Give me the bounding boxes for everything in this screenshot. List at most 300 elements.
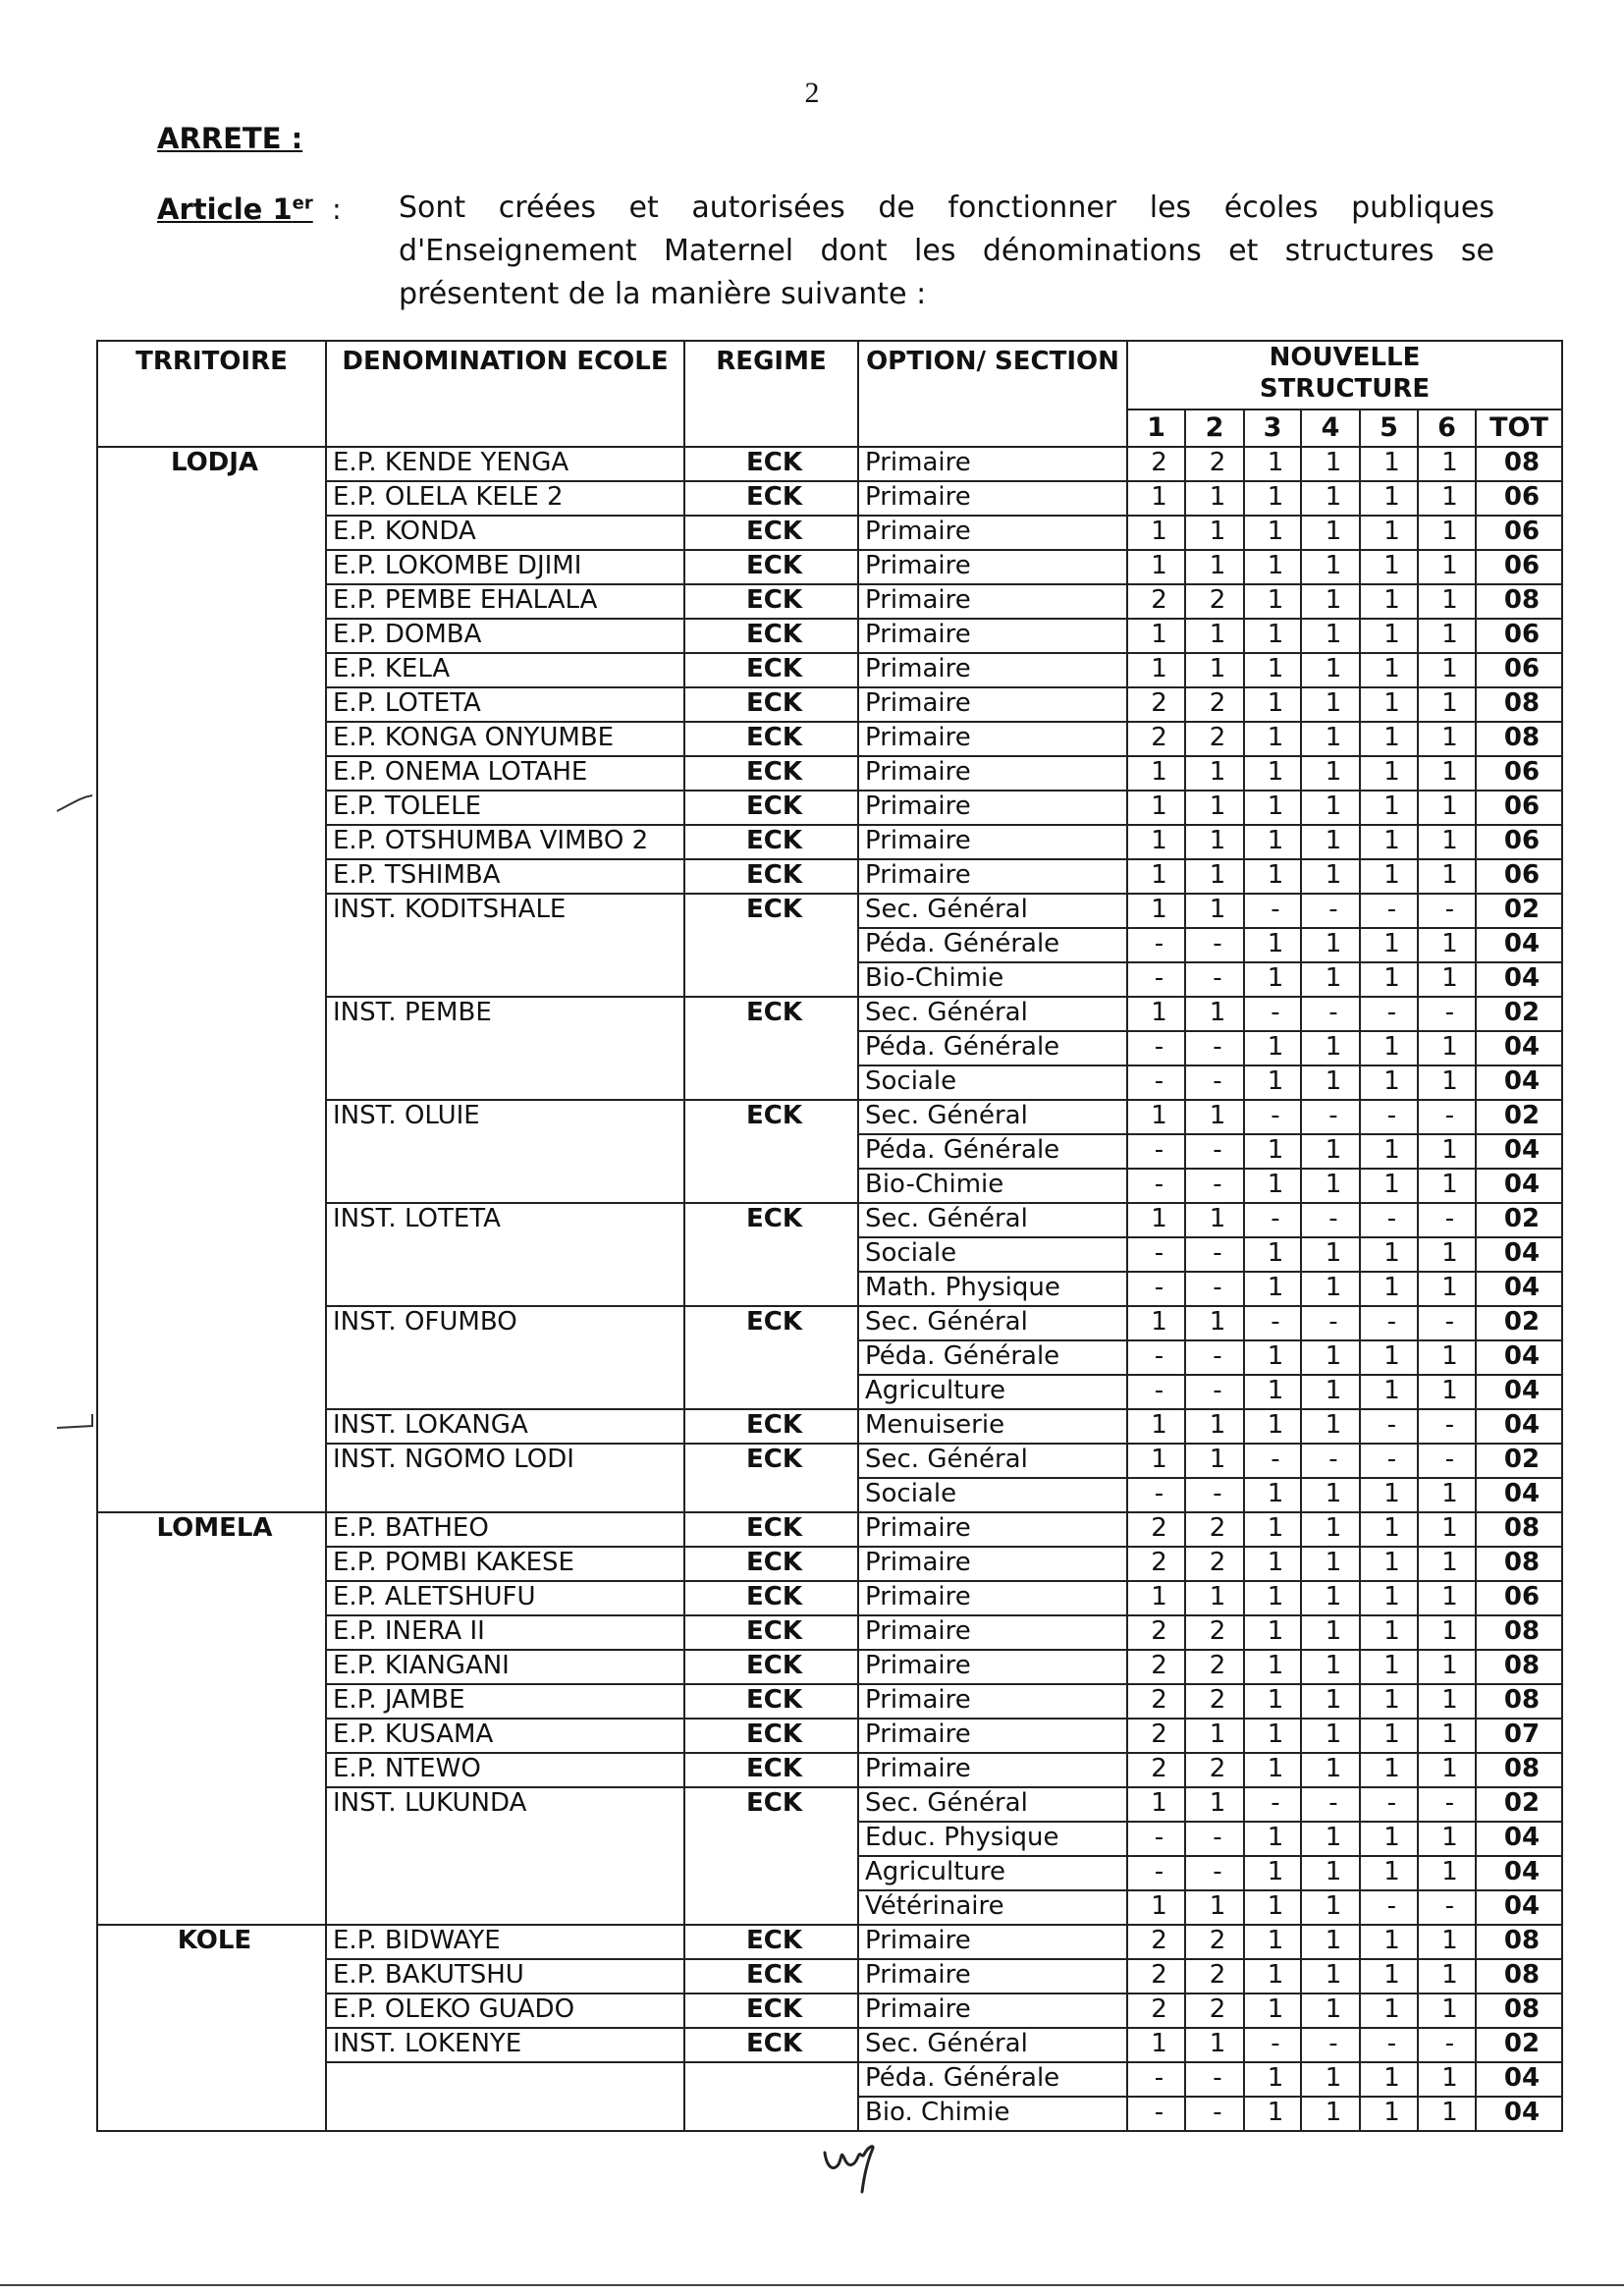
year-4-cell: 1 (1301, 1753, 1360, 1787)
year-5-cell: 1 (1360, 653, 1418, 687)
year-6-cell: 1 (1418, 1719, 1476, 1753)
year-1-cell: 1 (1127, 1100, 1185, 1134)
year-3-cell: 1 (1244, 2097, 1301, 2131)
year-1-cell: - (1127, 1272, 1185, 1306)
header-tot: TOT (1476, 410, 1562, 447)
total-cell: 04 (1476, 1478, 1562, 1512)
regime-cell: ECK (684, 756, 858, 791)
year-1-cell: 1 (1127, 1444, 1185, 1478)
total-cell: 04 (1476, 1237, 1562, 1272)
year-4-cell: 1 (1301, 584, 1360, 619)
year-2-cell: 1 (1185, 997, 1244, 1031)
total-cell: 04 (1476, 1169, 1562, 1203)
school-name-cell: E.P. LOKOMBE DJIMI (326, 550, 684, 584)
regime-cell: ECK (684, 825, 858, 859)
regime-cell: ECK (684, 1684, 858, 1719)
year-5-cell: 1 (1360, 1615, 1418, 1650)
year-6-cell: 1 (1418, 1684, 1476, 1719)
year-4-cell: 1 (1301, 1684, 1360, 1719)
year-4-cell: 1 (1301, 2097, 1360, 2131)
total-cell: 06 (1476, 550, 1562, 584)
regime-cell: ECK (684, 997, 858, 1100)
total-cell: 04 (1476, 1890, 1562, 1925)
year-3-cell: 1 (1244, 1512, 1301, 1547)
school-name-cell: E.P. KIANGANI (326, 1650, 684, 1684)
year-3-cell: 1 (1244, 1822, 1301, 1856)
option-cell: Primaire (858, 1581, 1127, 1615)
year-4-cell: 1 (1301, 825, 1360, 859)
option-cell: Bio. Chimie (858, 2097, 1127, 2131)
school-name-cell: INST. LOKENYE (326, 2028, 684, 2062)
year-5-cell: - (1360, 2028, 1418, 2062)
regime-cell: ECK (684, 1203, 858, 1306)
regime-cell: ECK (684, 1719, 858, 1753)
year-2-cell: - (1185, 2062, 1244, 2097)
school-name-cell: E.P. KUSAMA (326, 1719, 684, 1753)
year-5-cell: 1 (1360, 1581, 1418, 1615)
year-6-cell: - (1418, 1306, 1476, 1340)
year-6-cell: - (1418, 1100, 1476, 1134)
year-5-cell: 1 (1360, 1031, 1418, 1065)
year-5-cell: 1 (1360, 687, 1418, 722)
year-4-cell: 1 (1301, 653, 1360, 687)
regime-cell: ECK (684, 1100, 858, 1203)
school-name-cell: E.P. ONEMA LOTAHE (326, 756, 684, 791)
year-6-cell: 1 (1418, 1478, 1476, 1512)
year-5-cell: - (1360, 1444, 1418, 1478)
year-6-cell: 1 (1418, 2097, 1476, 2131)
year-1-cell: - (1127, 1237, 1185, 1272)
year-1-cell: - (1127, 962, 1185, 997)
school-name-cell: E.P. TSHIMBA (326, 859, 684, 894)
year-2-cell: 1 (1185, 1203, 1244, 1237)
year-1-cell: - (1127, 1134, 1185, 1169)
school-name-cell: E.P. PEMBE EHALALA (326, 584, 684, 619)
year-2-cell: 2 (1185, 1753, 1244, 1787)
year-1-cell: - (1127, 1169, 1185, 1203)
school-name-cell: E.P. KENDE YENGA (326, 447, 684, 481)
year-2-cell: - (1185, 1822, 1244, 1856)
year-2-cell: 1 (1185, 1787, 1244, 1822)
year-6-cell: 1 (1418, 928, 1476, 962)
regime-cell: ECK (684, 2028, 858, 2062)
year-6-cell: 1 (1418, 1169, 1476, 1203)
year-3-cell: 1 (1244, 756, 1301, 791)
year-3-cell: - (1244, 894, 1301, 928)
year-1-cell: 1 (1127, 825, 1185, 859)
year-6-cell: 1 (1418, 1994, 1476, 2028)
total-cell: 08 (1476, 1615, 1562, 1650)
year-3-cell: 1 (1244, 722, 1301, 756)
regime-cell: ECK (684, 1512, 858, 1547)
year-1-cell: 1 (1127, 550, 1185, 584)
year-3-cell: 1 (1244, 1684, 1301, 1719)
year-6-cell: - (1418, 997, 1476, 1031)
total-cell: 04 (1476, 1272, 1562, 1306)
header-year-1: 1 (1127, 410, 1185, 447)
header-year-4: 4 (1301, 410, 1360, 447)
year-5-cell: 1 (1360, 962, 1418, 997)
year-3-cell: 1 (1244, 653, 1301, 687)
year-4-cell: 1 (1301, 1134, 1360, 1169)
handwritten-initials-signature (819, 2137, 888, 2196)
year-2-cell: 1 (1185, 516, 1244, 550)
year-6-cell: - (1418, 1409, 1476, 1444)
year-2-cell: - (1185, 1065, 1244, 1100)
year-1-cell: 1 (1127, 1203, 1185, 1237)
year-4-cell: 1 (1301, 1272, 1360, 1306)
year-5-cell: 1 (1360, 1994, 1418, 2028)
year-1-cell: 2 (1127, 1753, 1185, 1787)
option-cell: Primaire (858, 584, 1127, 619)
year-4-cell: 1 (1301, 1994, 1360, 2028)
year-2-cell: 1 (1185, 481, 1244, 516)
table-row (97, 1925, 1562, 1959)
year-6-cell: 1 (1418, 1512, 1476, 1547)
school-name-cell: INST. NGOMO LODI (326, 1444, 684, 1512)
year-5-cell: 1 (1360, 825, 1418, 859)
regime-cell: ECK (684, 1787, 858, 1925)
year-2-cell: 1 (1185, 1890, 1244, 1925)
year-5-cell: 1 (1360, 791, 1418, 825)
school-name-cell: INST. LOKANGA (326, 1409, 684, 1444)
school-name-cell: E.P. KONGA ONYUMBE (326, 722, 684, 756)
year-5-cell: 1 (1360, 1753, 1418, 1787)
year-6-cell: 1 (1418, 1753, 1476, 1787)
year-1-cell: 2 (1127, 1994, 1185, 2028)
year-2-cell: - (1185, 962, 1244, 997)
bottom-rule (0, 2284, 1624, 2286)
total-cell: 08 (1476, 1925, 1562, 1959)
article-superscript: er (292, 192, 313, 214)
total-cell: 06 (1476, 653, 1562, 687)
total-cell: 02 (1476, 1203, 1562, 1237)
year-3-cell: 1 (1244, 1615, 1301, 1650)
year-6-cell: 1 (1418, 481, 1476, 516)
year-5-cell: 1 (1360, 1375, 1418, 1409)
year-3-cell: 1 (1244, 1169, 1301, 1203)
year-3-cell: 1 (1244, 584, 1301, 619)
year-2-cell: - (1185, 1375, 1244, 1409)
year-3-cell: 1 (1244, 1890, 1301, 1925)
year-3-cell: 1 (1244, 928, 1301, 962)
total-cell: 06 (1476, 825, 1562, 859)
year-2-cell: 2 (1185, 1994, 1244, 2028)
year-6-cell: 1 (1418, 1237, 1476, 1272)
year-5-cell: 1 (1360, 756, 1418, 791)
year-6-cell: 1 (1418, 825, 1476, 859)
option-cell: Sec. Général (858, 894, 1127, 928)
year-1-cell: 2 (1127, 1959, 1185, 1994)
option-cell: Péda. Générale (858, 2062, 1127, 2097)
year-1-cell: 2 (1127, 1719, 1185, 1753)
year-1-cell: 1 (1127, 1409, 1185, 1444)
year-3-cell: 1 (1244, 687, 1301, 722)
total-cell: 02 (1476, 2028, 1562, 2062)
option-cell: Primaire (858, 653, 1127, 687)
year-1-cell: 1 (1127, 859, 1185, 894)
option-cell: Vétérinaire (858, 1890, 1127, 1925)
regime-cell: ECK (684, 687, 858, 722)
year-5-cell: 1 (1360, 1169, 1418, 1203)
school-name-cell: INST. OLUIE (326, 1100, 684, 1203)
option-cell: Sec. Général (858, 1444, 1127, 1478)
year-3-cell: 1 (1244, 1272, 1301, 1306)
option-cell: Agriculture (858, 1856, 1127, 1890)
territory-cell: KOLE (97, 1925, 326, 2131)
year-6-cell: - (1418, 894, 1476, 928)
year-6-cell: 1 (1418, 859, 1476, 894)
year-6-cell: 1 (1418, 722, 1476, 756)
option-cell: Sociale (858, 1237, 1127, 1272)
year-1-cell: 1 (1127, 653, 1185, 687)
total-cell: 08 (1476, 722, 1562, 756)
year-5-cell: 1 (1360, 1272, 1418, 1306)
year-5-cell: 1 (1360, 584, 1418, 619)
year-5-cell: 1 (1360, 928, 1418, 962)
year-5-cell: 1 (1360, 1237, 1418, 1272)
school-name-cell: INST. KODITSHALE (326, 894, 684, 997)
regime-cell: ECK (684, 1581, 858, 1615)
header-option: OPTION/ SECTION (858, 341, 1127, 447)
total-cell: 04 (1476, 1856, 1562, 1890)
year-6-cell: 1 (1418, 1375, 1476, 1409)
table-row (97, 1512, 1562, 1547)
year-4-cell: 1 (1301, 481, 1360, 516)
total-cell: 04 (1476, 2097, 1562, 2131)
total-cell: 02 (1476, 1306, 1562, 1340)
year-1-cell: - (1127, 928, 1185, 962)
year-1-cell: - (1127, 1478, 1185, 1512)
option-cell: Primaire (858, 722, 1127, 756)
territory-cell: LODJA (97, 447, 326, 1512)
option-cell: Primaire (858, 825, 1127, 859)
school-name-cell: E.P. JAMBE (326, 1684, 684, 1719)
year-3-cell: - (1244, 1787, 1301, 1822)
year-3-cell: 1 (1244, 1753, 1301, 1787)
year-2-cell: 2 (1185, 584, 1244, 619)
year-6-cell: - (1418, 1444, 1476, 1478)
school-name-cell: E.P. NTEWO (326, 1753, 684, 1787)
option-cell: Sec. Général (858, 1203, 1127, 1237)
year-5-cell: 1 (1360, 859, 1418, 894)
total-cell: 02 (1476, 894, 1562, 928)
year-5-cell: 1 (1360, 1856, 1418, 1890)
year-3-cell: 1 (1244, 1340, 1301, 1375)
year-3-cell: 1 (1244, 1065, 1301, 1100)
year-4-cell: 1 (1301, 1615, 1360, 1650)
year-2-cell: 1 (1185, 894, 1244, 928)
year-2-cell: 2 (1185, 1925, 1244, 1959)
year-6-cell: 1 (1418, 1650, 1476, 1684)
year-3-cell: 1 (1244, 1650, 1301, 1684)
total-cell: 04 (1476, 1065, 1562, 1100)
year-2-cell: 2 (1185, 1959, 1244, 1994)
year-4-cell: 1 (1301, 516, 1360, 550)
total-cell: 04 (1476, 962, 1562, 997)
year-6-cell: 1 (1418, 516, 1476, 550)
regime-cell: ECK (684, 1409, 858, 1444)
option-cell: Sec. Général (858, 1100, 1127, 1134)
year-3-cell: 1 (1244, 1856, 1301, 1890)
year-6-cell: - (1418, 1787, 1476, 1822)
year-4-cell: 1 (1301, 1650, 1360, 1684)
option-cell: Primaire (858, 1753, 1127, 1787)
year-4-cell: 1 (1301, 1512, 1360, 1547)
year-6-cell: 1 (1418, 756, 1476, 791)
year-6-cell: 1 (1418, 687, 1476, 722)
total-cell: 07 (1476, 1719, 1562, 1753)
total-cell: 08 (1476, 1512, 1562, 1547)
year-6-cell: - (1418, 1203, 1476, 1237)
option-cell: Primaire (858, 1615, 1127, 1650)
year-2-cell: 1 (1185, 550, 1244, 584)
article-colon: : (332, 192, 342, 226)
year-4-cell: 1 (1301, 1719, 1360, 1753)
year-1-cell: 2 (1127, 687, 1185, 722)
option-cell: Péda. Générale (858, 1031, 1127, 1065)
school-name-cell: E.P. BATHEO (326, 1512, 684, 1547)
school-name-cell: E.P. BIDWAYE (326, 1925, 684, 1959)
option-cell: Sociale (858, 1478, 1127, 1512)
year-2-cell: - (1185, 2097, 1244, 2131)
option-cell: Primaire (858, 1684, 1127, 1719)
year-5-cell: - (1360, 1787, 1418, 1822)
year-4-cell: - (1301, 1100, 1360, 1134)
option-cell: Péda. Générale (858, 1340, 1127, 1375)
year-4-cell: 1 (1301, 859, 1360, 894)
year-5-cell: 1 (1360, 722, 1418, 756)
year-4-cell: 1 (1301, 619, 1360, 653)
total-cell: 04 (1476, 1375, 1562, 1409)
year-5-cell: 1 (1360, 516, 1418, 550)
option-cell: Bio-Chimie (858, 1169, 1127, 1203)
school-name-cell: E.P. ALETSHUFU (326, 1581, 684, 1615)
year-1-cell: 1 (1127, 756, 1185, 791)
year-6-cell: 1 (1418, 1065, 1476, 1100)
year-5-cell: - (1360, 894, 1418, 928)
total-cell: 08 (1476, 1753, 1562, 1787)
total-cell: 06 (1476, 619, 1562, 653)
year-2-cell: 2 (1185, 722, 1244, 756)
year-3-cell: 1 (1244, 791, 1301, 825)
table-body (97, 447, 1562, 2131)
year-4-cell: 1 (1301, 1822, 1360, 1856)
year-6-cell: 1 (1418, 1581, 1476, 1615)
year-2-cell: 1 (1185, 1719, 1244, 1753)
year-6-cell: 1 (1418, 1615, 1476, 1650)
total-cell: 04 (1476, 1822, 1562, 1856)
year-4-cell: - (1301, 1444, 1360, 1478)
year-2-cell: 2 (1185, 447, 1244, 481)
year-2-cell: 1 (1185, 619, 1244, 653)
year-2-cell: 2 (1185, 1684, 1244, 1719)
year-2-cell: - (1185, 1134, 1244, 1169)
year-2-cell: 2 (1185, 687, 1244, 722)
year-2-cell: - (1185, 1237, 1244, 1272)
year-5-cell: 1 (1360, 1547, 1418, 1581)
year-1-cell: 1 (1127, 2028, 1185, 2062)
year-4-cell: 1 (1301, 1031, 1360, 1065)
regime-cell: ECK (684, 1959, 858, 1994)
year-1-cell: - (1127, 1065, 1185, 1100)
margin-bracket-mark (53, 1412, 96, 1432)
year-3-cell: 1 (1244, 1994, 1301, 2028)
year-1-cell: 1 (1127, 1581, 1185, 1615)
year-5-cell: 1 (1360, 1340, 1418, 1375)
margin-bracket-mark (53, 793, 96, 815)
year-2-cell: 1 (1185, 791, 1244, 825)
year-3-cell: 1 (1244, 962, 1301, 997)
year-4-cell: 1 (1301, 1237, 1360, 1272)
school-name-cell: E.P. INERA II (326, 1615, 684, 1650)
option-cell: Bio-Chimie (858, 962, 1127, 997)
option-cell: Primaire (858, 619, 1127, 653)
year-1-cell: 1 (1127, 481, 1185, 516)
school-name-cell: E.P. LOTETA (326, 687, 684, 722)
regime-cell: ECK (684, 859, 858, 894)
year-6-cell: 1 (1418, 584, 1476, 619)
year-1-cell: 1 (1127, 1890, 1185, 1925)
year-6-cell: 1 (1418, 1959, 1476, 1994)
year-5-cell: 1 (1360, 1134, 1418, 1169)
regime-cell: ECK (684, 1925, 858, 1959)
year-5-cell: - (1360, 1890, 1418, 1925)
year-2-cell: - (1185, 1856, 1244, 1890)
option-cell: Péda. Générale (858, 1134, 1127, 1169)
year-3-cell: 1 (1244, 1959, 1301, 1994)
regime-cell: ECK (684, 550, 858, 584)
school-name-cell: INST. PEMBE (326, 997, 684, 1100)
option-cell: Primaire (858, 1994, 1127, 2028)
total-cell: 04 (1476, 1340, 1562, 1375)
option-cell: Primaire (858, 447, 1127, 481)
regime-cell (684, 2062, 858, 2131)
year-5-cell: 1 (1360, 550, 1418, 584)
year-1-cell: 1 (1127, 1787, 1185, 1822)
school-name-cell: E.P. OLEKO GUADO (326, 1994, 684, 2028)
year-1-cell: 1 (1127, 894, 1185, 928)
year-4-cell: 1 (1301, 1169, 1360, 1203)
option-cell: Primaire (858, 687, 1127, 722)
option-cell: Primaire (858, 1719, 1127, 1753)
year-1-cell: - (1127, 1822, 1185, 1856)
school-name-cell: E.P. POMBI KAKESE (326, 1547, 684, 1581)
total-cell: 08 (1476, 1994, 1562, 2028)
total-cell: 06 (1476, 791, 1562, 825)
year-5-cell: - (1360, 1409, 1418, 1444)
header-structure: NOUVELLE STRUCTURE (1127, 341, 1562, 410)
total-cell: 04 (1476, 928, 1562, 962)
year-3-cell: 1 (1244, 516, 1301, 550)
total-cell: 08 (1476, 1547, 1562, 1581)
header-territoire: TRRITOIRE (97, 341, 326, 447)
year-3-cell: - (1244, 1306, 1301, 1340)
regime-cell: ECK (684, 619, 858, 653)
territory-cell: LOMELA (97, 1512, 326, 1925)
option-cell: Primaire (858, 859, 1127, 894)
regime-cell: ECK (684, 894, 858, 997)
year-1-cell: 1 (1127, 1306, 1185, 1340)
header-year-3: 3 (1244, 410, 1301, 447)
total-cell: 04 (1476, 1134, 1562, 1169)
option-cell: Primaire (858, 516, 1127, 550)
year-6-cell: 1 (1418, 1031, 1476, 1065)
year-4-cell: 1 (1301, 1547, 1360, 1581)
regime-cell: ECK (684, 1650, 858, 1684)
regime-cell: ECK (684, 791, 858, 825)
year-4-cell: 1 (1301, 1409, 1360, 1444)
